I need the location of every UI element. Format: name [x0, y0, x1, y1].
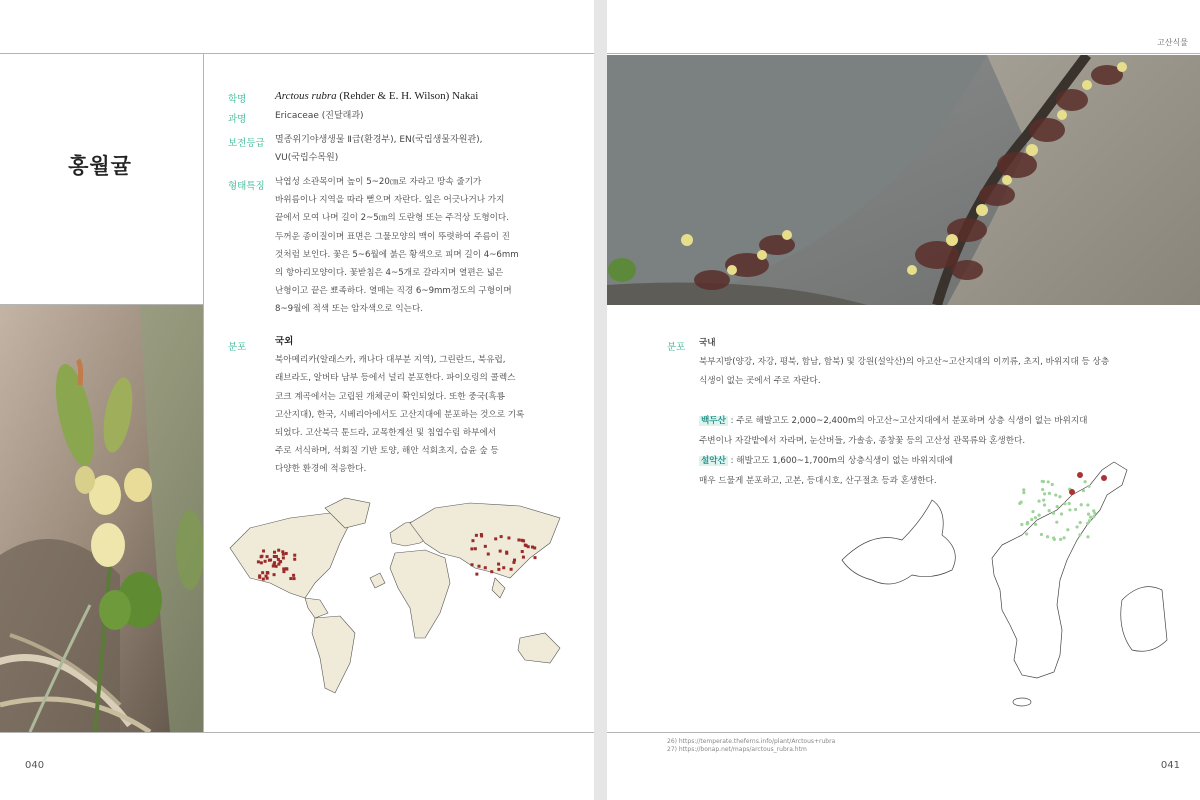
range-shade-dot — [1051, 483, 1054, 486]
distribution-line: 북아메리카(알래스카, 캐나다 대부분 지역), 그린란드, 북유럽, — [275, 355, 506, 366]
range-shade-dot — [1078, 533, 1081, 536]
occurrence-point — [260, 555, 263, 558]
genus-species: Arctous rubra — [275, 90, 337, 102]
distribution-line: 주로 서식하며, 석회질 기반 토양, 해안 석회초지, 습윤 숲 등 — [275, 446, 499, 457]
occurrence-point — [285, 567, 288, 570]
occurrence-point — [517, 538, 520, 541]
occurrence-point — [475, 573, 478, 576]
occurrence-point — [480, 533, 483, 536]
flower-photo — [0, 305, 203, 732]
occurrence-point — [293, 554, 296, 557]
range-shade-dot — [1031, 510, 1034, 513]
korea-occurrence-points — [1069, 472, 1107, 495]
range-shade-dot — [1026, 521, 1029, 524]
occurrence-point — [471, 563, 474, 566]
occurrence-point — [282, 567, 285, 570]
range-shade-dot — [1062, 536, 1065, 539]
range-shade-dot — [1034, 516, 1037, 519]
occurrence-point — [521, 550, 524, 553]
range-shade-dot — [1088, 519, 1091, 522]
occurrence-point — [273, 573, 276, 576]
distribution-line: 고산지대), 한국, 시베리아에서도 고산지대에 분포하는 것으로 기록 — [275, 409, 525, 420]
occurrence-point — [266, 577, 269, 580]
distribution-line: 되었다. 고산북극 툰드라, 교목한계선 및 침엽수림 하부에서 — [275, 428, 497, 439]
distribution-line: 래브라도, 알버타 남부 등에서 널리 분포한다. 파이오링의 콜렉스 — [275, 373, 516, 384]
range-shade-dot — [1082, 489, 1085, 492]
seorak-line-2: 매우 드물게 분포하고, 고본, 등대시호, 산구절초 등과 혼생한다. — [699, 476, 937, 486]
morphology-line: 8~9월에 적색 또는 암자색으로 익는다. — [275, 304, 424, 315]
range-shade-dot — [1022, 488, 1025, 491]
seorak-text: : 해발고도 1,600~1,700m의 상층식생이 없는 바위지대에 — [730, 456, 954, 466]
range-shade-dot — [1058, 495, 1061, 498]
occurrence-point — [494, 537, 497, 540]
range-shade-dot — [1037, 500, 1040, 503]
occurrence-point — [289, 577, 292, 580]
top-rule — [0, 53, 594, 54]
bottom-rule — [607, 732, 1200, 733]
footnote-2: 27) https://bonap.net/maps/arctous_rubra.htm — [667, 746, 807, 753]
conservation-line-1: 멸종위기야생생물 Ⅱ급(환경부), EN(국립생물자원관), — [275, 135, 483, 145]
top-rule — [607, 53, 1200, 54]
occurrence-point — [258, 576, 261, 579]
occurrence-point — [264, 560, 267, 563]
occurrence-point — [533, 556, 536, 559]
range-shade-dot — [1047, 480, 1050, 483]
morphology-label: 형태특징 — [228, 181, 265, 192]
occurrence-point — [522, 539, 525, 542]
range-shade-dot — [1048, 509, 1051, 512]
distribution-heading: 국내 — [699, 338, 716, 348]
range-shade-dot — [1042, 480, 1045, 483]
conservation-label: 보전등급 — [228, 138, 265, 149]
range-shade-dot — [1043, 503, 1046, 506]
occurrence-point — [273, 561, 276, 564]
morphology-line: 끝에서 모여 나며 길이 2~5㎝의 도란형 또는 주걱상 도형이다. — [275, 213, 509, 224]
morphology-line: 바위름이나 지역을 따라 뻗으며 자란다. 잎은 어긋나거나 가지 — [275, 195, 505, 206]
baekdu-label: 백두산 — [701, 416, 726, 426]
page-number-left: 040 — [25, 760, 45, 771]
left-page — [0, 0, 594, 800]
range-shade-dot — [1038, 514, 1041, 517]
distribution-label: 분포 — [667, 342, 686, 353]
occurrence-point — [261, 571, 264, 574]
world-distribution-map — [220, 488, 580, 708]
occurrence-point — [533, 546, 536, 549]
occurrence-point — [277, 563, 280, 566]
occurrence-point — [279, 560, 282, 563]
occurrence-point — [274, 555, 277, 558]
species-title: 홍월귤 — [68, 154, 132, 178]
page-number-right: 041 — [1160, 760, 1180, 771]
occurrence-point — [522, 556, 525, 559]
occurrence-point — [525, 544, 528, 547]
scientific-name-label: 학명 — [228, 94, 247, 105]
occurrence-point — [277, 549, 280, 552]
occurrence-point — [257, 560, 260, 563]
baekdu-line-2: 주변이나 자갈밭에서 자라며, 눈산버들, 가솔송, 종창꽃 등의 고산성 관목류와 혼생한다. — [699, 436, 1026, 446]
morphology-text — [275, 173, 547, 319]
occurrence-point — [266, 555, 269, 558]
range-shade-dot — [1046, 535, 1049, 538]
range-shade-dot — [1048, 492, 1051, 495]
occurrence-point — [268, 559, 271, 562]
occurrence-point — [266, 571, 269, 574]
range-shade-dot — [1034, 523, 1037, 526]
occurrence-point — [499, 550, 502, 553]
occurrence-point — [262, 578, 265, 581]
baekdu-text: : 주로 해발고도 2,000~2,400m의 아고산~고산지대에서 분포하며 상층 식생이 없는 바위지대 — [730, 416, 1088, 426]
range-shade-dot — [1086, 522, 1089, 525]
conservation-line-2: VU(국립수목원) — [275, 153, 339, 163]
occurrence-point — [484, 566, 487, 569]
range-shade-dot — [1030, 518, 1033, 521]
occurrence-point — [497, 563, 500, 566]
baekdu-line-1 — [699, 412, 1179, 431]
occurrence-point — [474, 547, 477, 550]
right-page — [607, 0, 1200, 800]
distribution-line-2: 식생이 없는 곳에서 주로 자란다. — [699, 376, 821, 386]
family-value: Ericaceae (진달래과) — [275, 111, 364, 121]
occurrence-point — [262, 550, 265, 553]
occurrence-point — [507, 536, 510, 539]
range-shade-dot — [1079, 521, 1082, 524]
range-shade-dot — [1022, 491, 1025, 494]
occurrence-point — [475, 534, 478, 537]
name-author: (Rehder & E. H. Wilson) Nakai — [336, 90, 479, 102]
occurrence-point — [510, 568, 513, 571]
distribution-text — [275, 333, 547, 479]
occurrence-point — [502, 566, 505, 569]
habitat-photo — [607, 55, 1200, 305]
range-shade-dot — [1025, 532, 1028, 535]
range-shade-dot — [1092, 515, 1095, 518]
morphology-line: 난형이고 끝은 뾰족하다. 열매는 직경 6~9mm정도의 구형이며 — [275, 286, 512, 297]
morphology-line: 것처럼 보인다. 꽃은 5~6월에 붉은 황색으로 피며 길이 4~6mm — [275, 249, 519, 260]
morphology-line: 낙엽성 소관목이며 높이 5~20㎝로 자라고 땅속 줄기가 — [275, 177, 482, 187]
occurrence-point — [471, 539, 474, 542]
range-shade-dot — [1080, 503, 1083, 506]
occurrence-point — [497, 568, 500, 571]
occurrence-point — [260, 561, 263, 564]
seorak-label: 설악산 — [701, 456, 726, 466]
distribution-line-1: 북부지방(양강, 자강, 평북, 함남, 함북) 및 강원(설악산)의 아고산~고산지대의 이끼류, 초지, 바위지대 등 상층 — [699, 357, 1110, 367]
distribution-line: 코크 계곡에서는 고립된 개체군이 확인되었다. 또한 중국(흑룡 — [275, 391, 506, 402]
range-shade-dot — [1052, 512, 1055, 515]
distribution-label: 분포 — [228, 342, 247, 353]
occurrence-point — [490, 570, 493, 573]
range-shade-dot — [1060, 512, 1063, 515]
occurrence-point — [484, 545, 487, 548]
distribution-line: 다양한 환경에 적응한다. — [275, 464, 367, 475]
range-shade-dot — [1087, 485, 1090, 488]
range-shade-dot — [1059, 538, 1062, 541]
range-shade-dot — [1083, 480, 1086, 483]
occurrence-point — [293, 558, 296, 561]
range-shade-dot — [1089, 516, 1092, 519]
distribution-heading: 국외 — [275, 336, 294, 347]
occurrence-point — [500, 535, 503, 538]
range-shade-dot — [1092, 509, 1095, 512]
range-shade-dot — [1041, 488, 1044, 491]
range-shade-dot — [1068, 502, 1071, 505]
occurrence-point — [282, 556, 285, 559]
range-shade-dot — [1086, 503, 1089, 506]
family-label: 과명 — [228, 114, 247, 125]
occurrence-point — [273, 551, 276, 554]
range-shade-dot — [1054, 493, 1057, 496]
range-shade-dot — [1066, 528, 1069, 531]
occurrence-point — [505, 552, 508, 555]
range-shade-dot — [1074, 508, 1077, 511]
korea-range-shading — [1018, 480, 1096, 541]
range-shade-dot — [1020, 523, 1023, 526]
occurrence-point — [470, 547, 473, 550]
range-shade-dot — [1087, 513, 1090, 516]
running-header: 고산식물 — [1157, 38, 1188, 47]
range-shade-dot — [1043, 492, 1046, 495]
range-shade-dot — [1056, 505, 1059, 508]
range-shade-dot — [1063, 502, 1066, 505]
range-shade-dot — [1086, 535, 1089, 538]
range-shade-dot — [1053, 538, 1056, 541]
occurrence-point — [282, 553, 285, 556]
column-rule — [203, 53, 204, 733]
occurrence-point — [478, 565, 481, 568]
occurrence-point — [293, 577, 296, 580]
range-shade-dot — [1055, 521, 1058, 524]
morphology-line: 두꺼운 종이질이며 표면은 그물모양의 맥이 뚜렷하여 주름이 진 — [275, 231, 510, 242]
range-shade-dot — [1075, 525, 1078, 528]
range-shade-dot — [1042, 499, 1045, 502]
range-shade-dot — [1040, 533, 1043, 536]
korea-distribution-map — [832, 440, 1172, 725]
occurrence-point — [513, 559, 516, 562]
range-shade-dot — [1018, 502, 1021, 505]
occurrence-point — [292, 574, 295, 577]
occurrence-point — [487, 553, 490, 556]
morphology-line: 의 항아리모양이다. 꽃받침은 4~5개로 갈라지며 열편은 넓은 — [275, 268, 504, 279]
scientific-name — [275, 87, 550, 106]
bottom-rule — [0, 732, 594, 733]
footnote-1: 26) https://temperate.theferns.info/plant/Arctous+rubra — [667, 738, 836, 745]
range-shade-dot — [1068, 508, 1071, 511]
occurrence-point — [282, 570, 285, 573]
occurrence-point — [285, 552, 288, 555]
